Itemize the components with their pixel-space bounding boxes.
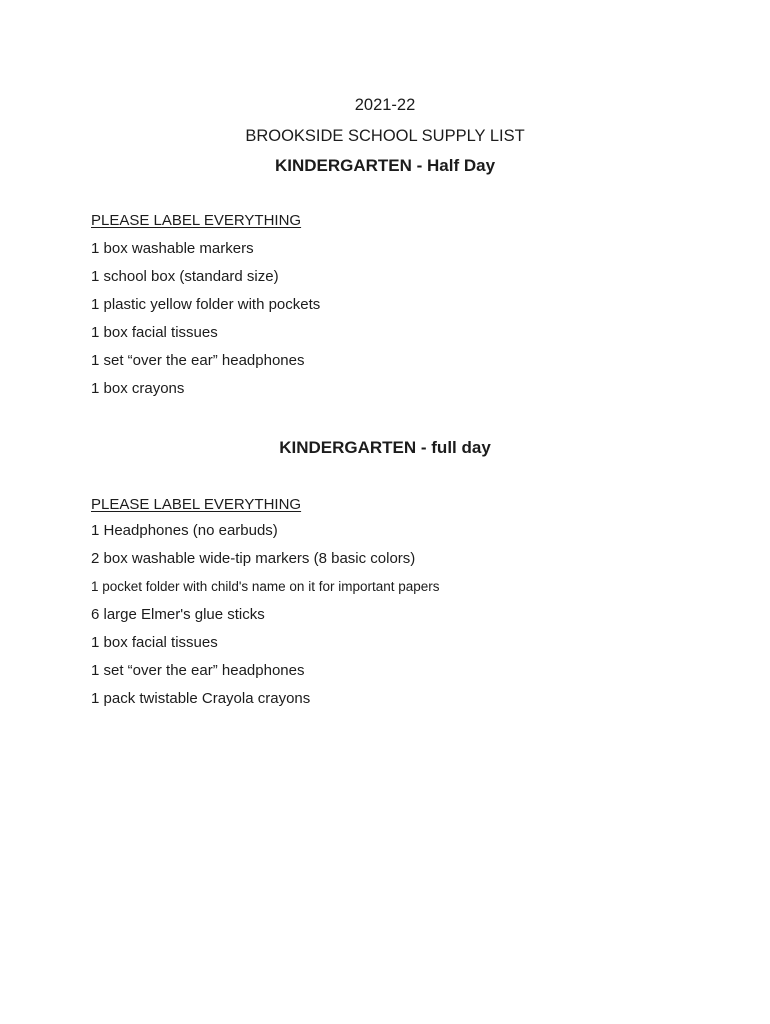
supply-list-item: 1 box crayons xyxy=(91,380,185,397)
supply-list-item: 2 box washable wide-tip markers (8 basic colors) xyxy=(91,550,416,567)
supply-list-item: 1 box facial tissues xyxy=(91,634,218,651)
section-title-half-day: KINDERGARTEN - Half Day xyxy=(274,156,496,175)
school-year: 2021-22 xyxy=(354,96,416,114)
section-full-day xyxy=(91,495,710,709)
label-everything-heading: PLEASE LABEL EVERYTHING xyxy=(91,212,302,229)
supply-list-item: 1 pocket folder with child's name on it for important papers xyxy=(91,579,440,594)
supply-list-item: 1 plastic yellow folder with pockets xyxy=(91,296,321,313)
supply-list-item: 1 set “over the ear” headphones xyxy=(91,662,305,679)
supply-list-item: 1 pack twistable Crayola crayons xyxy=(91,690,311,707)
supply-list-item: 1 Headphones (no earbuds) xyxy=(91,522,278,539)
label-everything-heading: PLEASE LABEL EVERYTHING xyxy=(91,496,302,513)
supply-list-item: 6 large Elmer's glue sticks xyxy=(91,606,265,623)
document-title: BROOKSIDE SCHOOL SUPPLY LIST xyxy=(245,127,525,145)
document-header xyxy=(0,0,770,177)
supply-list-item: 1 box washable markers xyxy=(91,240,254,257)
supply-list-item: 1 set “over the ear” headphones xyxy=(91,352,305,369)
section-half-day xyxy=(91,211,710,399)
section-title-full-day: KINDERGARTEN - full day xyxy=(279,438,491,457)
supply-list-item: 1 box facial tissues xyxy=(91,324,218,341)
supply-list-item: 1 school box (standard size) xyxy=(91,268,279,285)
